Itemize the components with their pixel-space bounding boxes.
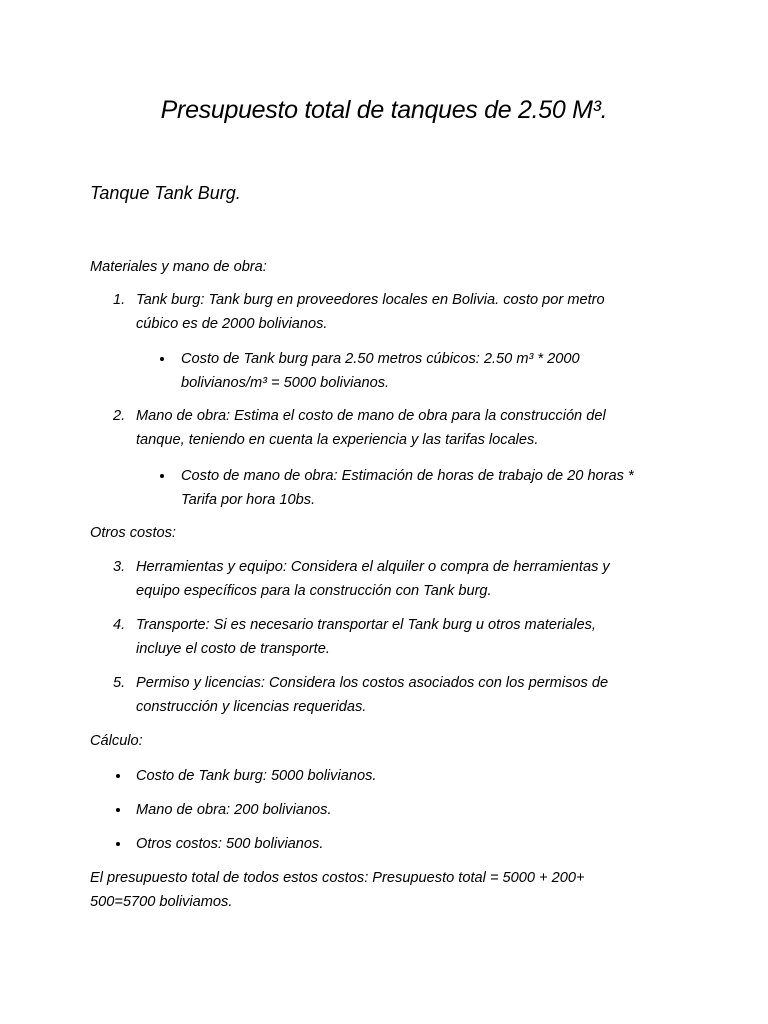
bullet-item-text: Tarifa por hora 10bs. — [181, 492, 316, 508]
bullet-dot — [116, 774, 120, 778]
bullet-dot — [160, 357, 164, 361]
list-number: 5. — [113, 675, 126, 691]
section-heading-materiales: Materiales y mano de obra: — [90, 259, 267, 275]
section-heading-calculo: Cálculo: — [90, 733, 143, 749]
page-subtitle: Tanque Tank Burg. — [90, 183, 241, 203]
list-item-text: incluye el costo de transporte. — [136, 641, 330, 657]
section-heading-otros: Otros costos: — [90, 525, 176, 541]
list-item-text: cúbico es de 2000 bolivianos. — [136, 316, 328, 332]
total-text: 500=5700 boliviamos. — [90, 894, 233, 910]
bullet-item-text: bolivianos/m³ = 5000 bolivianos. — [181, 375, 390, 391]
bullet-item-text: Costo de mano de obra: Estimación de horas de trabajo de 20 horas * — [181, 468, 634, 484]
calc-item-text: Costo de Tank burg: 5000 bolivianos. — [136, 768, 377, 784]
bullet-dot — [116, 842, 120, 846]
list-number: 4. — [113, 617, 126, 633]
calc-item-text: Mano de obra: 200 bolivianos. — [136, 802, 332, 818]
list-item-text: Mano de obra: Estima el costo de mano de obra para la construcción del — [136, 408, 606, 424]
bullet-dot — [160, 474, 164, 478]
calc-item-text: Otros costos: 500 bolivianos. — [136, 836, 324, 852]
list-number: 1. — [113, 292, 126, 308]
bullet-dot — [116, 808, 120, 812]
list-item-text: Transporte: Si es necesario transportar el Tank burg u otros materiales, — [136, 617, 596, 633]
list-item-text: tanque, teniendo en cuenta la experiencia y las tarifas locales. — [136, 432, 539, 448]
list-number: 2. — [113, 408, 126, 424]
list-item-text: equipo específicos para la construcción con Tank burg. — [136, 583, 492, 599]
list-item-text: construcción y licencias requeridas. — [136, 699, 367, 715]
list-item-text: Herramientas y equipo: Considera el alquiler o compra de herramientas y — [136, 559, 610, 575]
total-text: El presupuesto total de todos estos costos: Presupuesto total = 5000 + 200+ — [90, 870, 585, 886]
list-item-text: Permiso y licencias: Considera los costos asociados con los permisos de — [136, 675, 609, 691]
list-item-text: Tank burg: Tank burg en proveedores locales en Bolivia. costo por metro — [136, 292, 605, 308]
list-number: 3. — [113, 559, 126, 575]
page-title: Presupuesto total de tanques de 2.50 M³. — [160, 96, 608, 124]
bullet-item-text: Costo de Tank burg para 2.50 metros cúbicos: 2.50 m³ * 2000 — [181, 351, 580, 367]
